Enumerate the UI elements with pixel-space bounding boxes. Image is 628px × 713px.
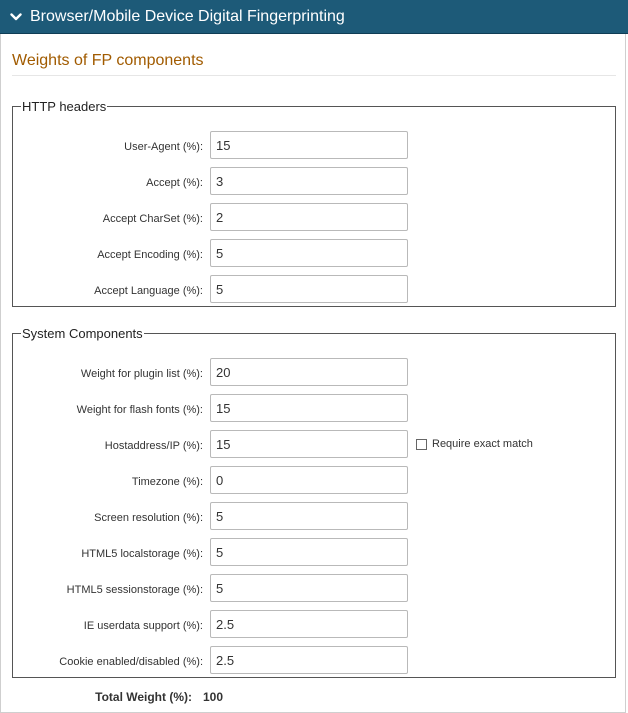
form-row-screen-resolution	[13, 502, 617, 532]
section-title: Weights of FP components	[12, 52, 204, 69]
screen-resolution-input[interactable]	[210, 502, 408, 530]
html5-localstorage-input[interactable]	[210, 538, 408, 566]
form-row-cookie-enabled	[13, 646, 617, 676]
form-row-html5-sessionstorage	[13, 574, 617, 604]
total-weight-value: 100	[203, 690, 224, 704]
flash-fonts-input[interactable]	[210, 394, 408, 422]
field-label: Hostaddress/IP (%):	[104, 440, 203, 452]
section-divider	[12, 75, 616, 76]
http-headers-fieldset	[12, 99, 616, 307]
panel-title: Browser/Mobile Device Digital Fingerprinting	[30, 7, 345, 25]
form-row-accept	[13, 167, 617, 197]
field-label: HTML5 localstorage (%):	[81, 548, 203, 560]
ie-userdata-input[interactable]	[210, 610, 408, 638]
accept-encoding-input[interactable]	[210, 239, 408, 267]
field-label: Accept Language (%):	[94, 285, 203, 297]
form-row-accept-charset	[13, 203, 617, 233]
field-label: Accept (%):	[146, 177, 203, 189]
require-exact-match-checkbox[interactable]	[416, 439, 427, 450]
system-components-fieldset	[12, 326, 616, 678]
field-label: Weight for flash fonts (%):	[76, 404, 203, 416]
cookie-enabled-input[interactable]	[210, 646, 408, 674]
field-label: IE userdata support (%):	[83, 620, 203, 632]
field-label: Screen resolution (%):	[94, 512, 203, 524]
field-label: Cookie enabled/disabled (%):	[59, 656, 203, 668]
form-row-html5-localstorage	[13, 538, 617, 568]
require-exact-match-label[interactable]: Require exact match	[432, 438, 533, 450]
chevron-down-icon[interactable]	[2, 12, 30, 22]
system-components-legend: System Components	[22, 326, 143, 341]
total-weight-label: Total Weight (%):	[95, 690, 192, 704]
field-label: Weight for plugin list (%):	[80, 368, 203, 380]
field-label: Accept Encoding (%):	[97, 249, 203, 261]
field-label: HTML5 sessionstorage (%):	[66, 584, 203, 596]
user-agent-input[interactable]	[210, 131, 408, 159]
form-row-timezone	[13, 466, 617, 496]
field-label: Timezone (%):	[131, 476, 203, 488]
accept-charset-input[interactable]	[210, 203, 408, 231]
timezone-input[interactable]	[210, 466, 408, 494]
field-label: Accept CharSet (%):	[102, 213, 203, 225]
accept-input[interactable]	[210, 167, 408, 195]
form-row-plugin-list	[13, 358, 617, 388]
hostaddress-input[interactable]	[210, 430, 408, 458]
html5-sessionstorage-input[interactable]	[210, 574, 408, 602]
form-row-ie-userdata	[13, 610, 617, 640]
form-row-flash-fonts	[13, 394, 617, 424]
form-row-accept-language	[13, 275, 617, 305]
http-headers-legend: HTTP headers	[22, 99, 107, 114]
plugin-list-input[interactable]	[210, 358, 408, 386]
form-row-user-agent	[13, 131, 617, 161]
form-row-hostaddress	[13, 430, 617, 460]
panel-header[interactable]	[0, 0, 628, 34]
field-label: User-Agent (%):	[124, 141, 203, 153]
accept-language-input[interactable]	[210, 275, 408, 303]
form-row-accept-encoding	[13, 239, 617, 269]
